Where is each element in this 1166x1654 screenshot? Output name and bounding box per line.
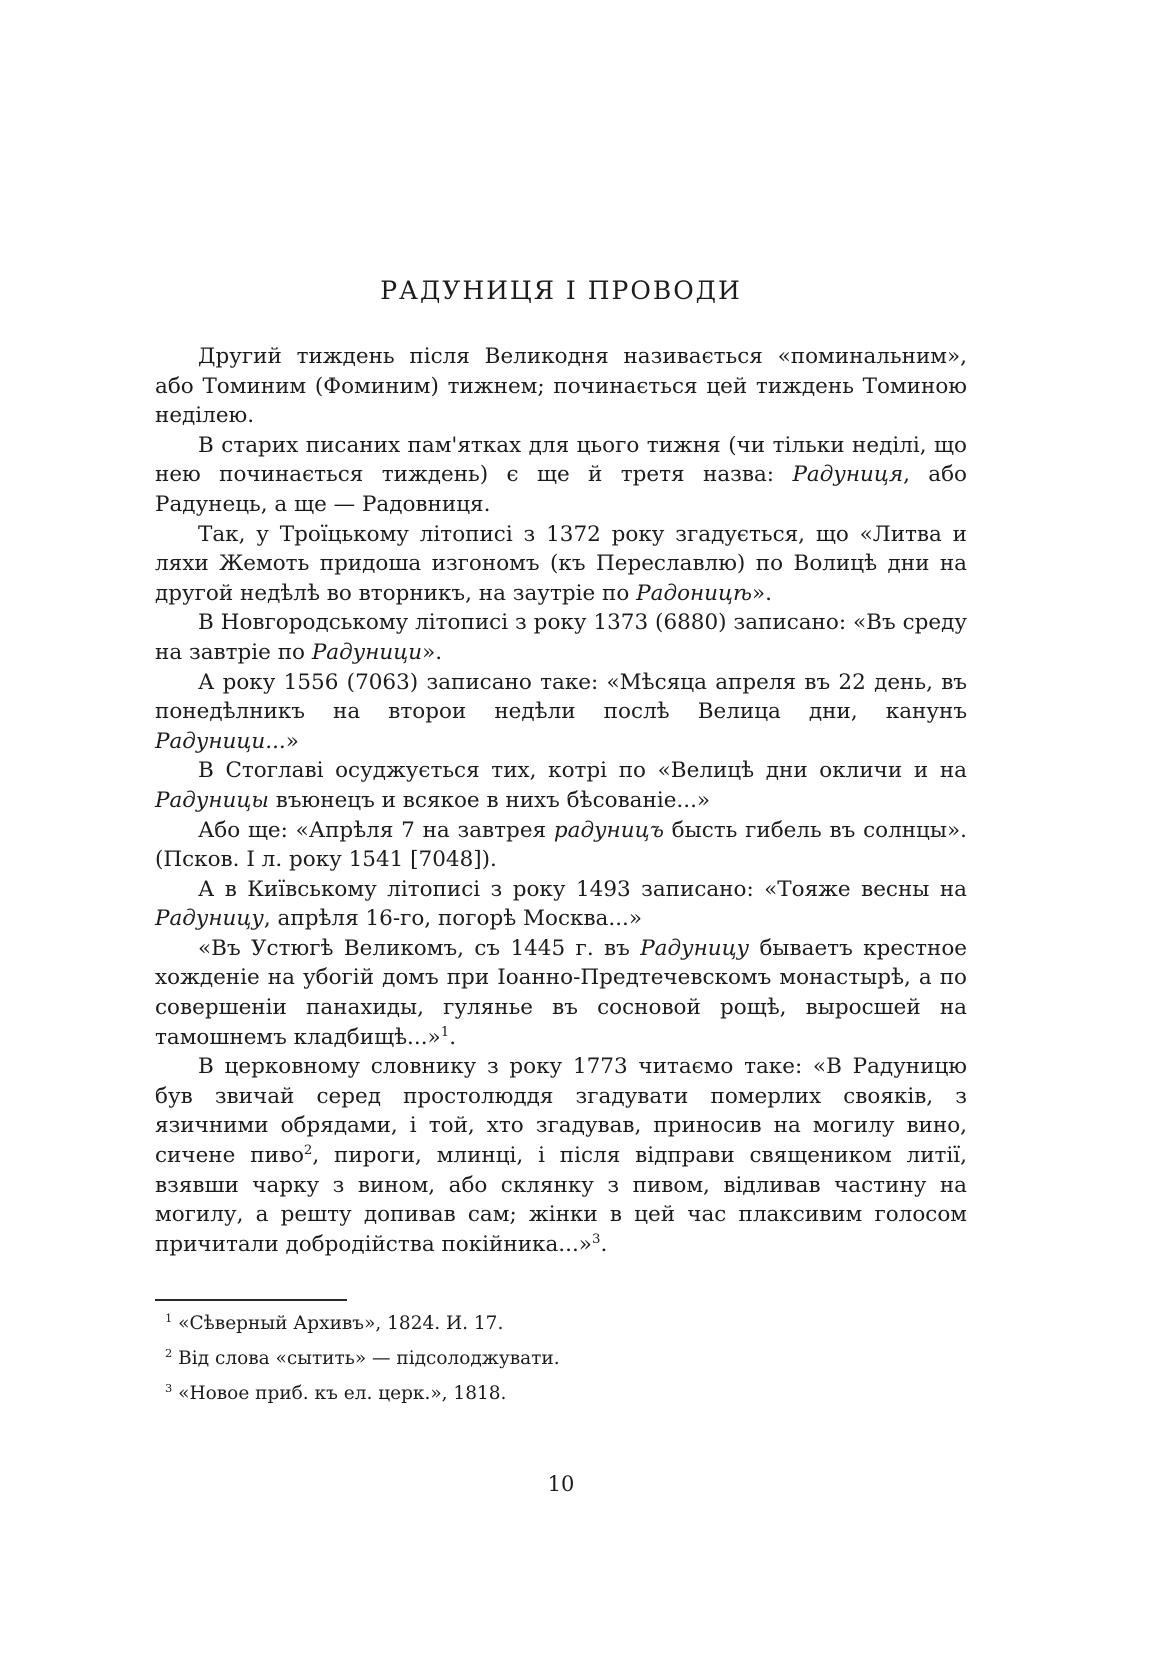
text-run: ». <box>422 639 443 665</box>
footnote-marker: 1 <box>165 1310 173 1325</box>
text-run: В старих писаних пам'ятках для цього тижня (чи тільки неділі, що нею починається тиждень) є ще й третя назва: <box>155 432 967 488</box>
text-run: , або Радунець, а ще — Радовниця. <box>155 462 968 517</box>
footnote <box>155 1341 967 1376</box>
paragraph <box>155 816 967 875</box>
footnotes <box>155 1306 967 1411</box>
text-run: Так, у Троїцькому літописі з 1372 року згадується, що «Литва и ляхи Жемоть придоша изгономъ (къ Переславлю) по Волицѣ дни на другой недѣлѣ во вторникъ, на заутріе по <box>155 521 967 606</box>
text-run: бываетъ крестное хожденіе на убогій домъ при Іоанно-Предтечевскомъ монастырѣ, а по совершеніи панахиды, гулянье въ сосновой рощѣ, выросшей на тамошнемъ кладбищѣ...» <box>155 935 967 1050</box>
paragraph <box>155 934 967 1052</box>
body-text <box>155 342 967 1259</box>
paragraph <box>155 431 967 520</box>
footnote-reference: 1 <box>440 1024 450 1040</box>
footnote-marker: 2 <box>165 1345 173 1360</box>
footnote <box>155 1306 967 1341</box>
text-run: бысть гибель въ солнцы». (Псков. І л. року 1541 [7048]). <box>155 817 967 873</box>
footnote-reference: 2 <box>303 1142 313 1158</box>
italic-term: Радуницу <box>155 906 264 932</box>
text-run: ». <box>752 580 772 606</box>
text-run: Або ще: «Апрѣля 7 на завтрея <box>198 817 554 843</box>
page-title: РАДУНИЦЯ І ПРОВОДИ <box>380 276 742 305</box>
italic-term: Радуницу <box>640 935 750 961</box>
paragraph <box>155 1052 967 1259</box>
footnote-marker: 3 <box>165 1380 173 1395</box>
text-run: Другий тиждень після Великодня називається «поминальним», або Томиним (Фоминим) тижнем; починається цей тиждень Томиною неділею. <box>155 344 967 429</box>
paragraph <box>155 756 967 815</box>
italic-term: Радуницы <box>155 787 269 813</box>
italic-term: Радуниця <box>792 462 904 488</box>
text-run: В Стоглаві осуджується тих, котрі по «Велицѣ дни окличи и на <box>198 758 967 784</box>
text-run: «Въ Устюгѣ Великомъ, съ 1445 г. въ <box>198 935 641 961</box>
footnote <box>155 1376 967 1411</box>
italic-term: Радоницѣ <box>636 580 752 606</box>
footnote-reference: 3 <box>591 1231 601 1247</box>
italic-term: Радуници <box>311 639 423 665</box>
italic-term: радуницъ <box>553 817 664 843</box>
text-run: . <box>449 1024 457 1050</box>
page-number: 10 <box>547 1472 575 1496</box>
footnote-separator <box>155 1299 347 1301</box>
text-run: » <box>285 728 299 754</box>
paragraph <box>155 342 967 431</box>
paragraph <box>155 608 967 667</box>
text-run: въюнецъ и всякое в нихъ бѣсованіе...» <box>268 787 711 813</box>
footnote-text: Від слова «сытить» — підсолоджувати. <box>172 1348 560 1369</box>
text-run: В Новгородському літописі з року 1373 (6880) записано: «Въ среду на завтріе по <box>155 610 967 665</box>
italic-term: Радуници... <box>155 728 286 754</box>
footnote-text: «Сѣверный Архивъ», 1824. И. 17. <box>172 1313 504 1334</box>
text-run: , апрѣля 16-го, погорѣ Москва...» <box>263 906 643 932</box>
text-run: . <box>600 1231 608 1257</box>
text-run: , пироги, млинці, і після відправи священиком литії, взявши чарку з вином, або склянку з пивом, відливав частину на могилу, а решту допивав сам; жінки в цей час плаксивим голосом причитали добродійства покійника...» <box>155 1143 967 1257</box>
paragraph <box>155 875 967 934</box>
text-run: А року 1556 (7063) записано таке: «Мѣсяца апреля въ 22 день, въ понедѣлникъ на второи недѣли послѣ Велица дни, канунъ <box>155 669 967 725</box>
paragraph <box>155 520 967 609</box>
paragraph <box>155 668 967 757</box>
text-run: В церковному словнику з року 1773 читаємо таке: «В Радуницю був звичай серед простолюддя згадувати померлих свояків, з язичними обрядами, і той, хто згадував, приносив на могилу вино, сичене пиво <box>155 1054 967 1169</box>
text-run: А в Київському літописі з року 1493 записано: «Тояже весны на <box>198 876 967 902</box>
footnote-text: «Новое приб. къ ел. церк.», 1818. <box>172 1383 507 1404</box>
